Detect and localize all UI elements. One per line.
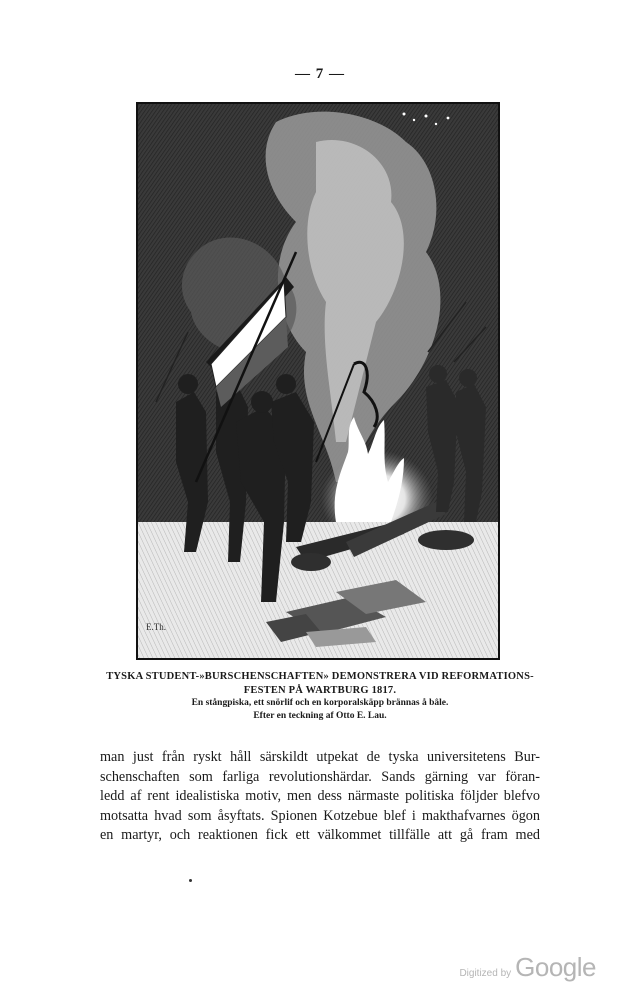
watermark-prefix: Digitized by [459,968,512,979]
figure-caption [96,670,544,722]
digitized-watermark [459,952,596,983]
caption-title-line2: FESTEN PÅ WARTBURG 1817. [243,684,397,696]
caption-credit: Efter en teckning af Otto E. Lau. [253,710,387,721]
engraving-svg [136,102,500,660]
caption-description: En stångpiska, ett snörlif och en korporalskäpp brännas å bâle. [191,698,449,709]
ink-speck [189,879,192,882]
body-line: man just från ryskt håll särskildt utpekat de tyska universitetens Bur- [100,749,540,765]
google-logo: Google [515,952,596,982]
engraving-illustration [136,102,500,660]
body-line: schenschaften som farliga revolutionshärdar. Sands gärning var föran- [100,768,540,785]
body-line: motsatta hvad som åsyftats. Spionen Kotzebue blef i makthafvarnes ögon [100,807,540,824]
page-number: — 7 — [295,66,345,82]
body-line: en martyr, och reaktionen fick ett välkommet tillfälle att gå fram med [100,827,540,843]
artist-signature: E.Th. [146,622,166,632]
body-line: ledd af rent idealistiska motiv, men dess närmaste politiska följder blefvo [100,788,540,804]
caption-title-line1: TYSKA STUDENT-»BURSCHENSCHAFTEN» DEMONSTRERA VID REFORMATIONS- [106,671,534,682]
body-paragraph [100,748,540,846]
